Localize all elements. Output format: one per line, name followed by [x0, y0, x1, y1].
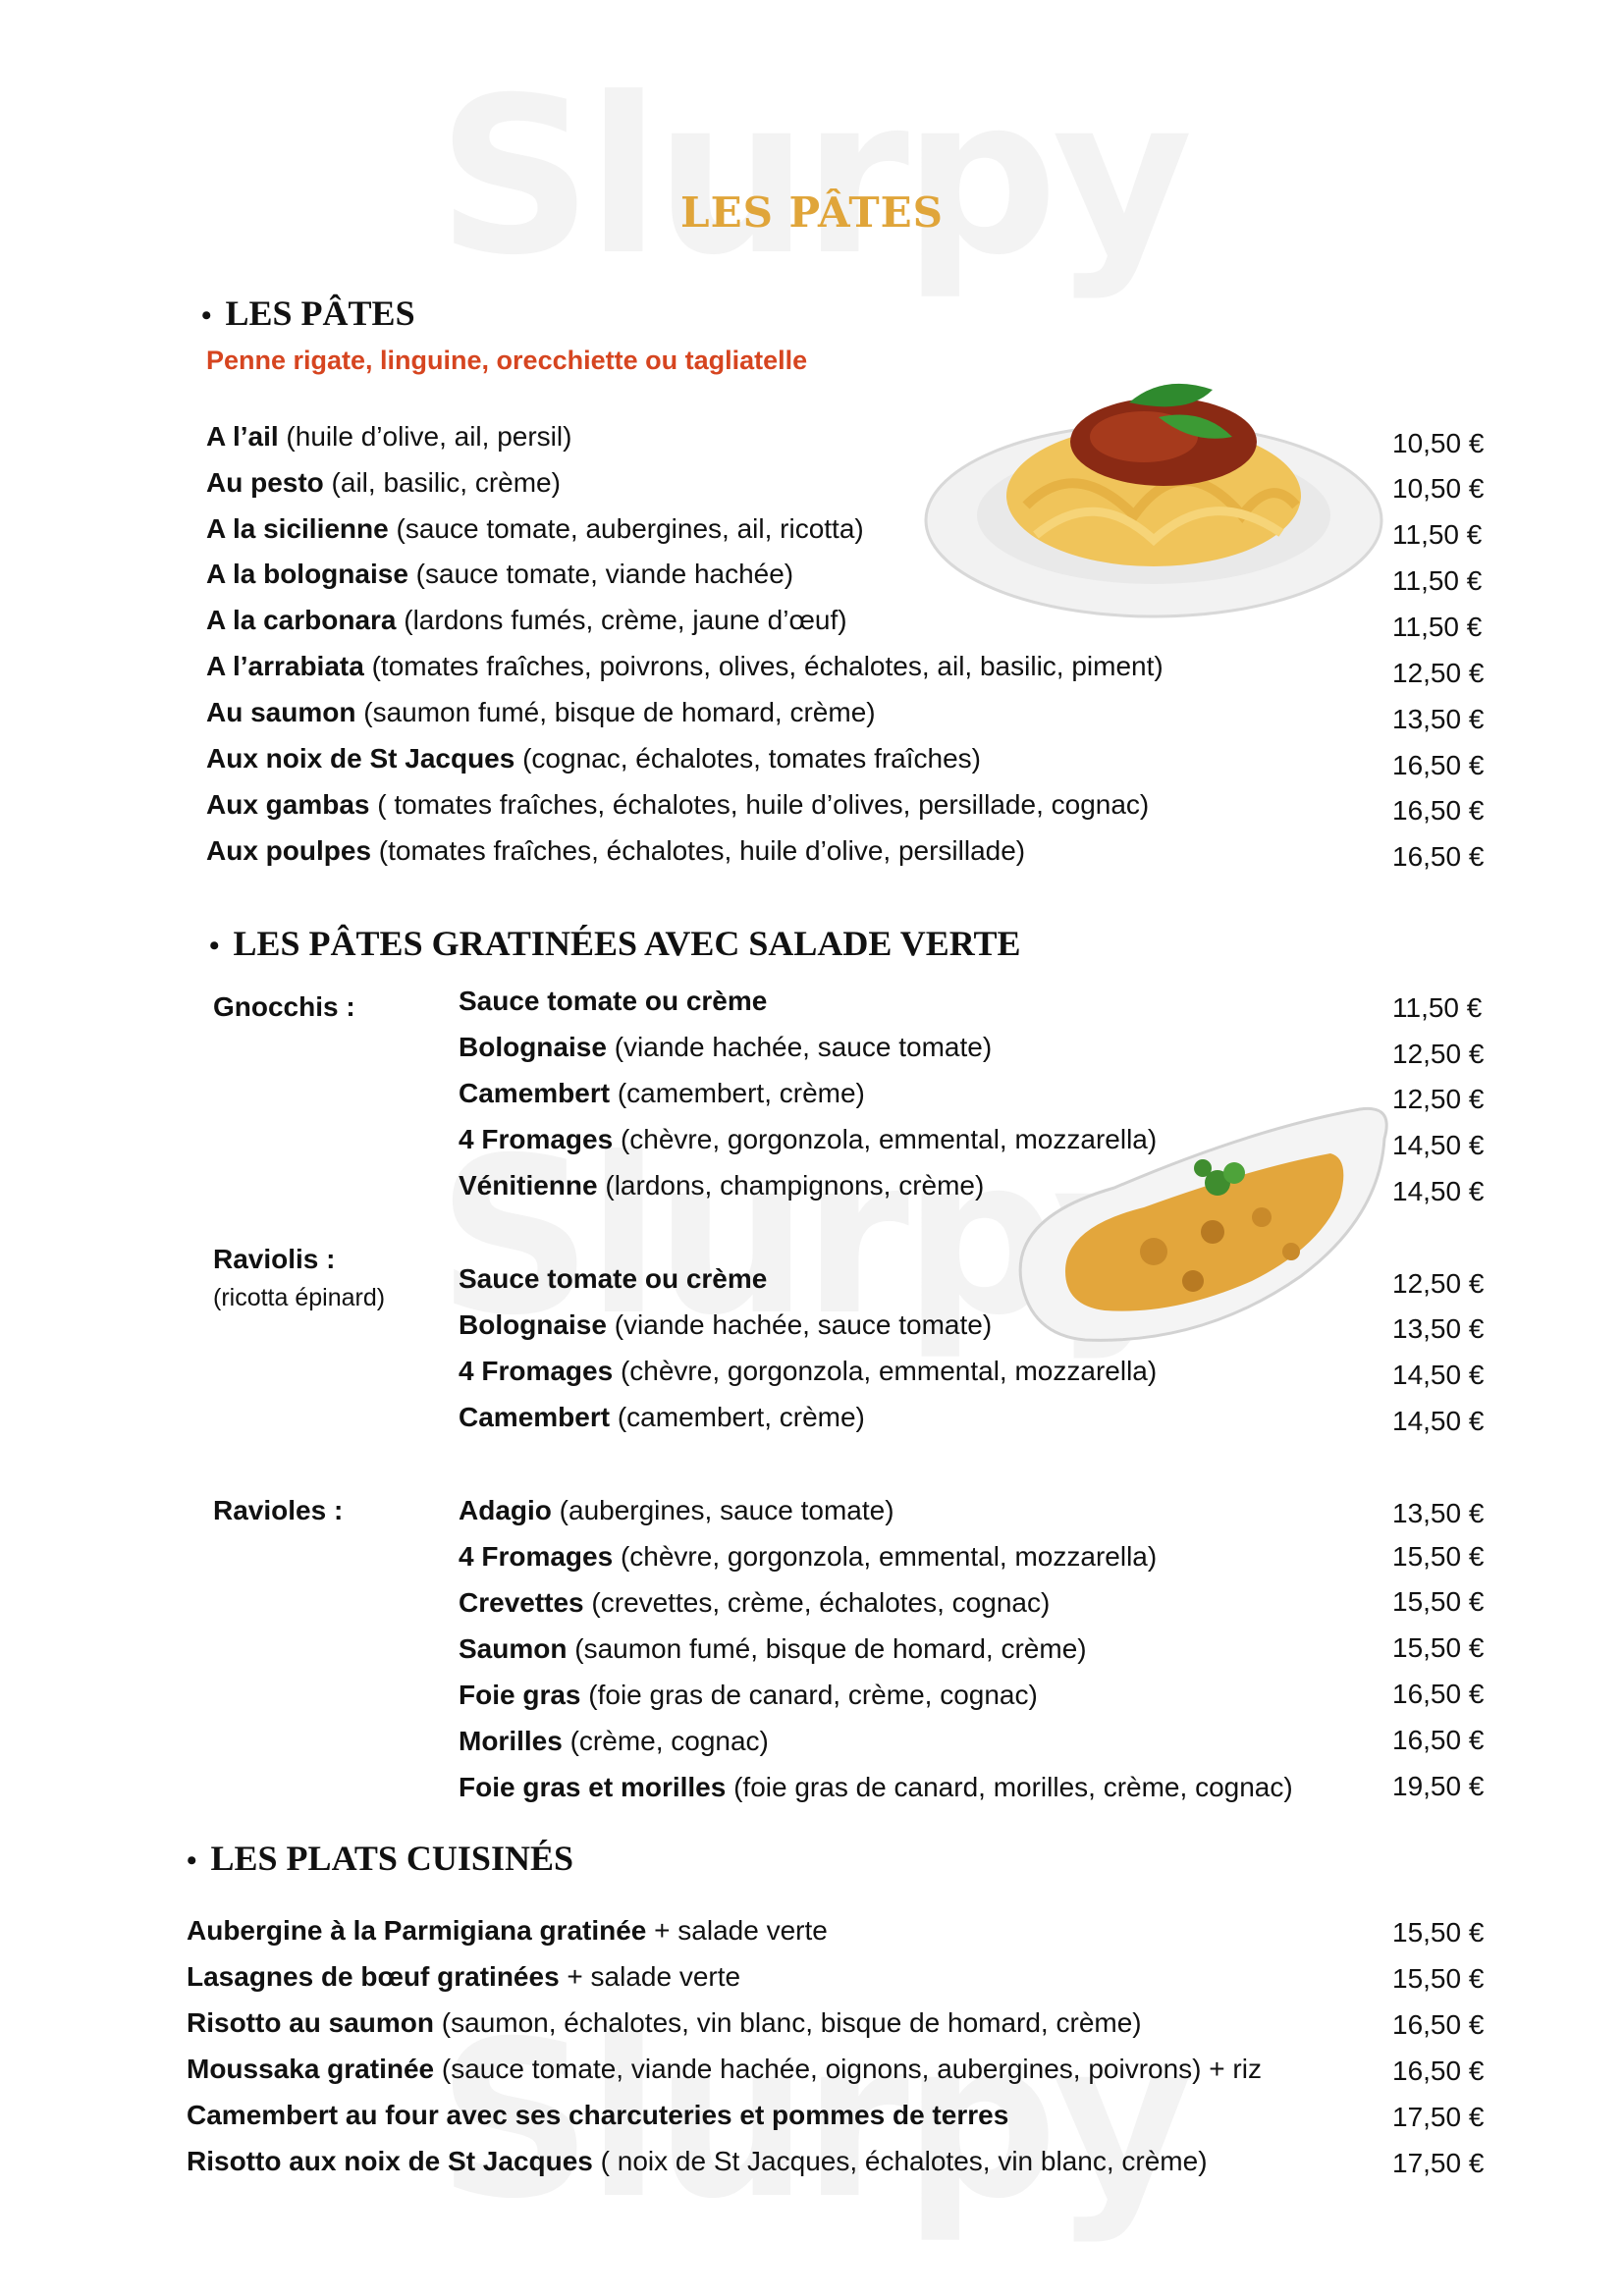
item-price: 16,50 € — [1392, 1679, 1485, 1709]
item-price: 10,50 € — [1392, 473, 1485, 504]
item-price: 12,50 € — [1392, 1268, 1485, 1299]
category-label-gnocchis: Gnocchis : — [213, 991, 355, 1022]
menu-item: A l’ail (huile d’olive, ail, persil) — [206, 421, 572, 452]
item-price: 15,50 € — [1392, 1917, 1485, 1948]
menu-item: Sauce tomate ou crème — [459, 986, 768, 1016]
item-price: 16,50 € — [1392, 795, 1485, 826]
item-price: 11,50 € — [1392, 565, 1483, 596]
category-sublabel-raviolis: (ricotta épinard) — [213, 1284, 386, 1311]
item-price: 13,50 € — [1392, 1313, 1485, 1344]
item-price: 16,50 € — [1392, 2009, 1485, 2040]
menu-item: Risotto au saumon (saumon, échalotes, vin blanc, bisque de homard, crème) — [187, 2007, 1142, 2038]
menu-item: Moussaka gratinée (sauce tomate, viande hachée, oignons, aubergines, poivrons) + riz — [187, 2054, 1262, 2084]
pasta-dish-image — [918, 368, 1389, 623]
menu-item: Adagio (aubergines, sauce tomate) — [459, 1495, 894, 1525]
menu-item: Au pesto (ail, basilic, crème) — [206, 467, 561, 498]
item-price: 17,50 € — [1392, 2102, 1485, 2132]
gratin-dish-image — [1006, 1070, 1389, 1364]
menu-item: Bolognaise (viande hachée, sauce tomate) — [459, 1309, 993, 1340]
category-label-ravioles: Ravioles : — [213, 1495, 344, 1525]
menu-item: Au saumon (saumon fumé, bisque de homard, crème) — [206, 697, 876, 727]
menu-item: Saumon (saumon fumé, bisque de homard, crème) — [459, 1633, 1087, 1664]
menu-item: 4 Fromages (chèvre, gorgonzola, emmental, mozzarella) — [459, 1356, 1158, 1386]
item-price: 12,50 € — [1392, 1084, 1485, 1114]
item-price: 15,50 € — [1392, 1586, 1485, 1617]
menu-item: Vénitienne (lardons, champignons, crème) — [459, 1170, 985, 1201]
item-price: 16,50 € — [1392, 841, 1485, 872]
watermark-top — [0, 69, 1624, 285]
section-title-gratinees: • LES PÂTES GRATINÉES AVEC SALADE VERTE — [209, 924, 1021, 963]
menu-item: A la carbonara (lardons fumés, crème, jaune d’œuf) — [206, 605, 847, 635]
menu-item: A la bolognaise (sauce tomate, viande hachée) — [206, 559, 794, 589]
item-price: 11,50 € — [1392, 992, 1483, 1023]
bullet-icon: • — [201, 299, 212, 332]
item-price: 12,50 € — [1392, 1039, 1485, 1069]
menu-item: Sauce tomate ou crème — [459, 1263, 768, 1294]
item-price: 15,50 € — [1392, 1963, 1485, 1994]
menu-item: 4 Fromages (chèvre, gorgonzola, emmental, mozzarella) — [459, 1541, 1158, 1572]
item-price: 11,50 € — [1392, 519, 1483, 550]
menu-item: Risotto aux noix de St Jacques ( noix de St Jacques, échalotes, vin blanc, crème) — [187, 2146, 1208, 2176]
item-price: 15,50 € — [1392, 1541, 1485, 1572]
item-price: 14,50 € — [1392, 1176, 1485, 1206]
pates-subtitle: Penne rigate, linguine, orecchiette ou tagliatelle — [206, 346, 808, 375]
menu-item: Foie gras et morilles (foie gras de canard, morilles, crème, cognac) — [459, 1772, 1293, 1802]
menu-item: Camembert (camembert, crème) — [459, 1402, 865, 1432]
menu-item: A la sicilienne (sauce tomate, aubergines, ail, ricotta) — [206, 513, 864, 544]
item-price: 17,50 € — [1392, 2148, 1485, 2178]
item-price: 10,50 € — [1392, 428, 1485, 458]
page-title: LES PÂTES — [680, 188, 944, 237]
menu-item: Camembert (camembert, crème) — [459, 1078, 865, 1108]
item-price: 14,50 € — [1392, 1360, 1485, 1390]
item-price: 14,50 € — [1392, 1130, 1485, 1160]
menu-item: Lasagnes de bœuf gratinées + salade verte — [187, 1961, 741, 1992]
menu-item: Foie gras (foie gras de canard, crème, cognac) — [459, 1680, 1038, 1710]
menu-item: Aux poulpes (tomates fraîches, échalotes, huile d’olive, persillade) — [206, 835, 1026, 866]
menu-item: Aux gambas ( tomates fraîches, échalotes, huile d’olives, persillade, cognac) — [206, 789, 1150, 820]
menu-item: Aubergine à la Parmigiana gratinée + salade verte — [187, 1915, 828, 1946]
item-price: 16,50 € — [1392, 750, 1485, 780]
bullet-icon: • — [187, 1844, 197, 1877]
item-price: 15,50 € — [1392, 1632, 1485, 1663]
item-price: 19,50 € — [1392, 1771, 1485, 1801]
category-label-raviolis: Raviolis : — [213, 1244, 336, 1274]
bullet-icon: • — [209, 930, 220, 962]
menu-item: Aux noix de St Jacques (cognac, échalotes, tomates fraîches) — [206, 743, 982, 774]
item-price: 14,50 € — [1392, 1406, 1485, 1436]
menu-item: Camembert au four avec ses charcuteries et pommes de terres — [187, 2100, 1009, 2130]
section-title-pates: • LES PÂTES — [201, 294, 415, 333]
item-price: 11,50 € — [1392, 612, 1483, 642]
item-price: 16,50 € — [1392, 1725, 1485, 1755]
item-price: 13,50 € — [1392, 1498, 1485, 1528]
menu-item: 4 Fromages (chèvre, gorgonzola, emmental, mozzarella) — [459, 1124, 1158, 1154]
menu-item: Morilles (crème, cognac) — [459, 1726, 769, 1756]
item-price: 13,50 € — [1392, 704, 1485, 734]
menu-item: Bolognaise (viande hachée, sauce tomate) — [459, 1032, 993, 1062]
section-title-plats: • LES PLATS CUISINÉS — [187, 1839, 573, 1878]
item-price: 12,50 € — [1392, 658, 1485, 688]
item-price: 16,50 € — [1392, 2056, 1485, 2086]
menu-item: A l’arrabiata (tomates fraîches, poivrons, olives, échalotes, ail, basilic, piment) — [206, 651, 1164, 681]
menu-item: Crevettes (crevettes, crème, échalotes, cognac) — [459, 1587, 1051, 1618]
